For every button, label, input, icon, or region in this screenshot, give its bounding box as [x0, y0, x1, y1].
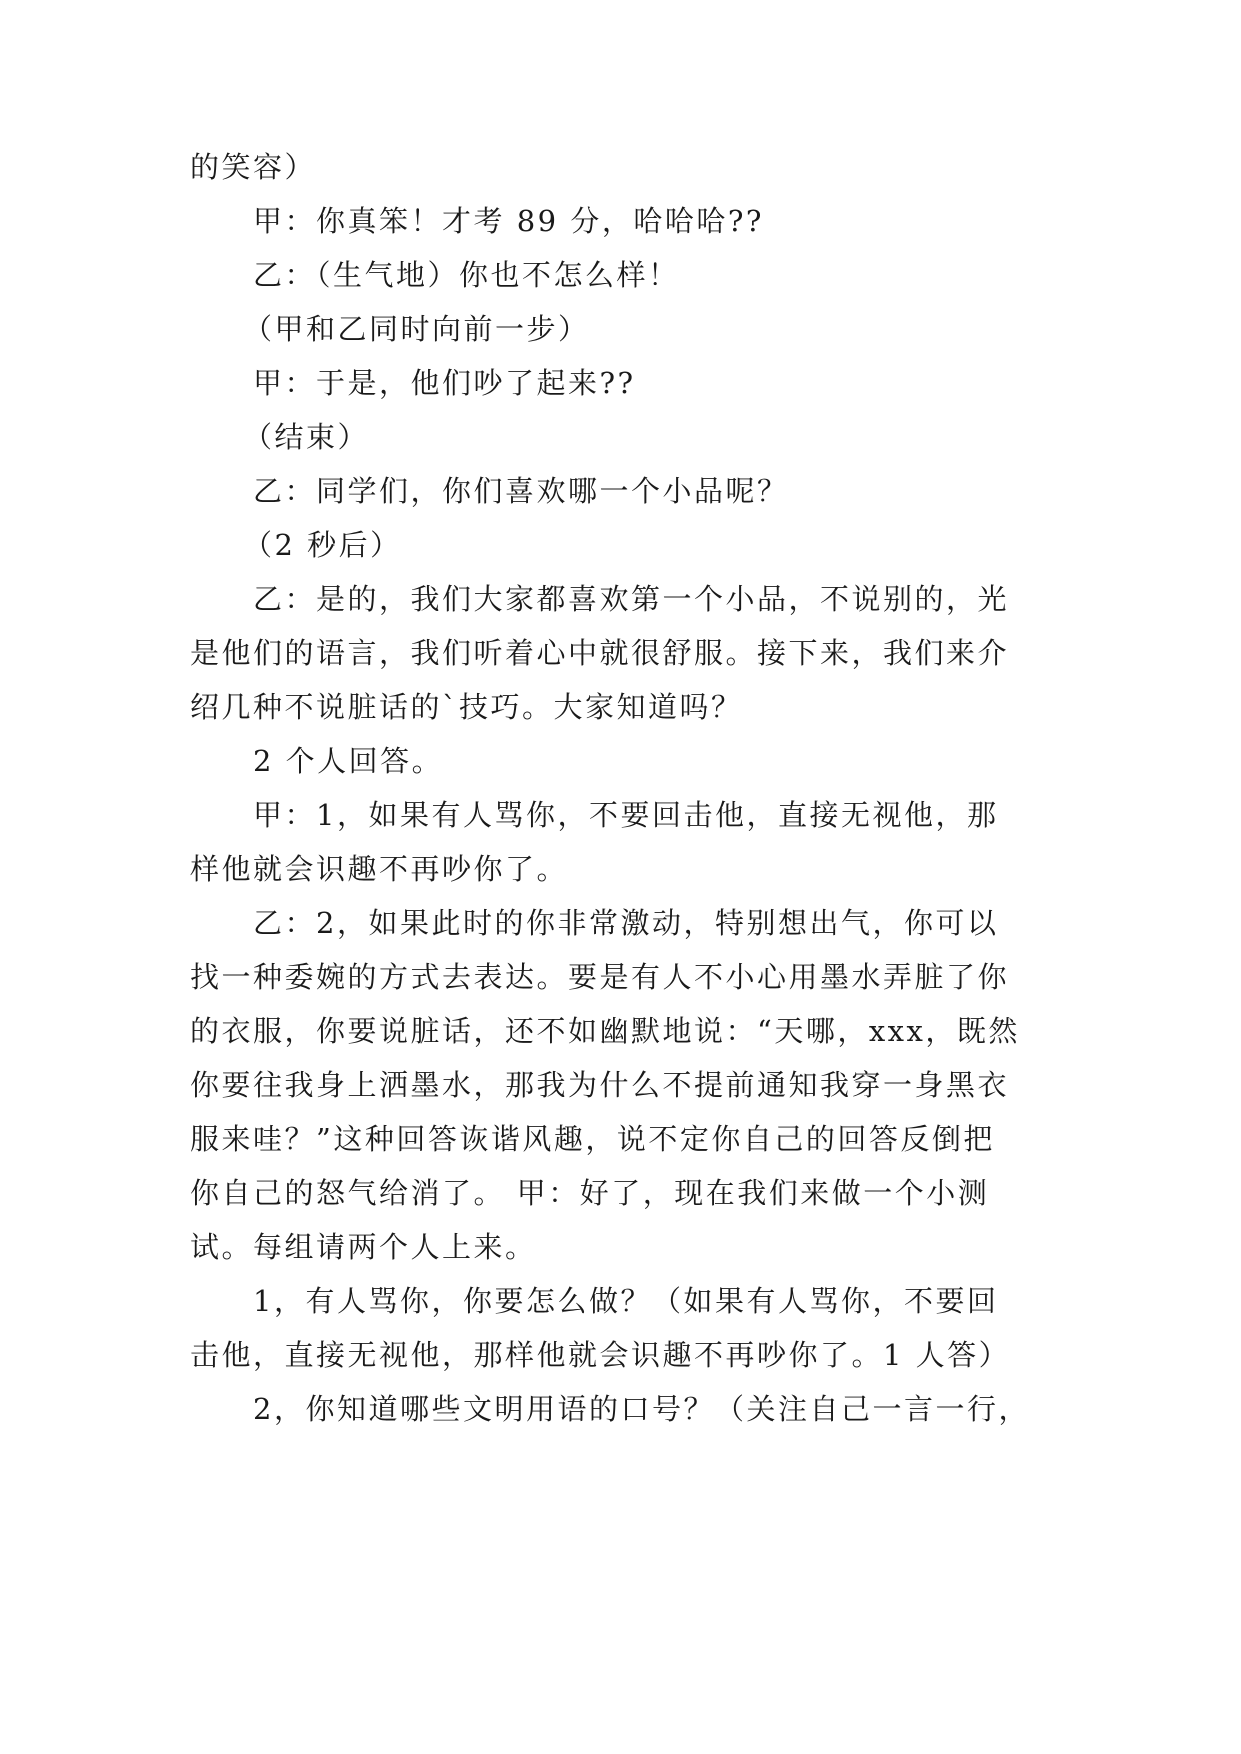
text-line: 乙：同学们，你们喜欢哪一个小品呢？	[253, 474, 789, 508]
text-line: 服来哇？”这种回答诙谐风趣，说不定你自己的回答反倒把	[190, 1122, 995, 1156]
text-line: 乙：是的，我们大家都喜欢第一个小品，不说别的，光	[253, 582, 1010, 616]
text-line: 的衣服，你要说脏话，还不如幽默地说：“天哪，xxx，既然	[190, 1014, 1020, 1048]
text-line: 乙：（生气地）你也不怎么样！	[253, 258, 680, 292]
text-line: 击他，直接无视他，那样他就会识趣不再吵你了。1 人答）	[190, 1338, 1011, 1372]
text-line: 样他就会识趣不再吵你了。	[190, 852, 569, 886]
text-line: 找一种委婉的方式去表达。要是有人不小心用墨水弄脏了你	[190, 960, 1010, 994]
text-line: 2，你知道哪些文明用语的口号？（关注自己一言一行，	[253, 1392, 1030, 1426]
text-line: 甲：于是，他们吵了起来??	[253, 366, 636, 400]
text-line: 绍几种不说脏话的`技巧。大家知道吗？	[190, 690, 743, 724]
text-line: 甲：你真笨！才考 89 分，哈哈哈??	[253, 204, 764, 238]
text-line: （2 秒后）	[243, 528, 402, 562]
text-line: 的笑容）	[190, 150, 317, 184]
text-line: （结束）	[243, 420, 370, 454]
text-line: 你自己的怒气给消了。 甲：好了，现在我们来做一个小测	[190, 1176, 990, 1210]
text-line: 2 个人回答。	[253, 744, 444, 778]
text-line: 甲：1，如果有人骂你，不要回击他，直接无视他，那	[253, 798, 999, 832]
text-line: （甲和乙同时向前一步）	[243, 312, 590, 346]
text-line: 1，有人骂你，你要怎么做？（如果有人骂你，不要回	[253, 1284, 999, 1318]
text-line: 你要往我身上洒墨水，那我为什么不提前通知我穿一身黑衣	[190, 1068, 1010, 1102]
text-line: 试。每组请两个人上来。	[190, 1230, 537, 1264]
text-line: 是他们的语言，我们听着心中就很舒服。接下来，我们来介	[190, 636, 1010, 670]
text-line: 乙：2，如果此时的你非常激动，特别想出气，你可以	[253, 906, 999, 940]
